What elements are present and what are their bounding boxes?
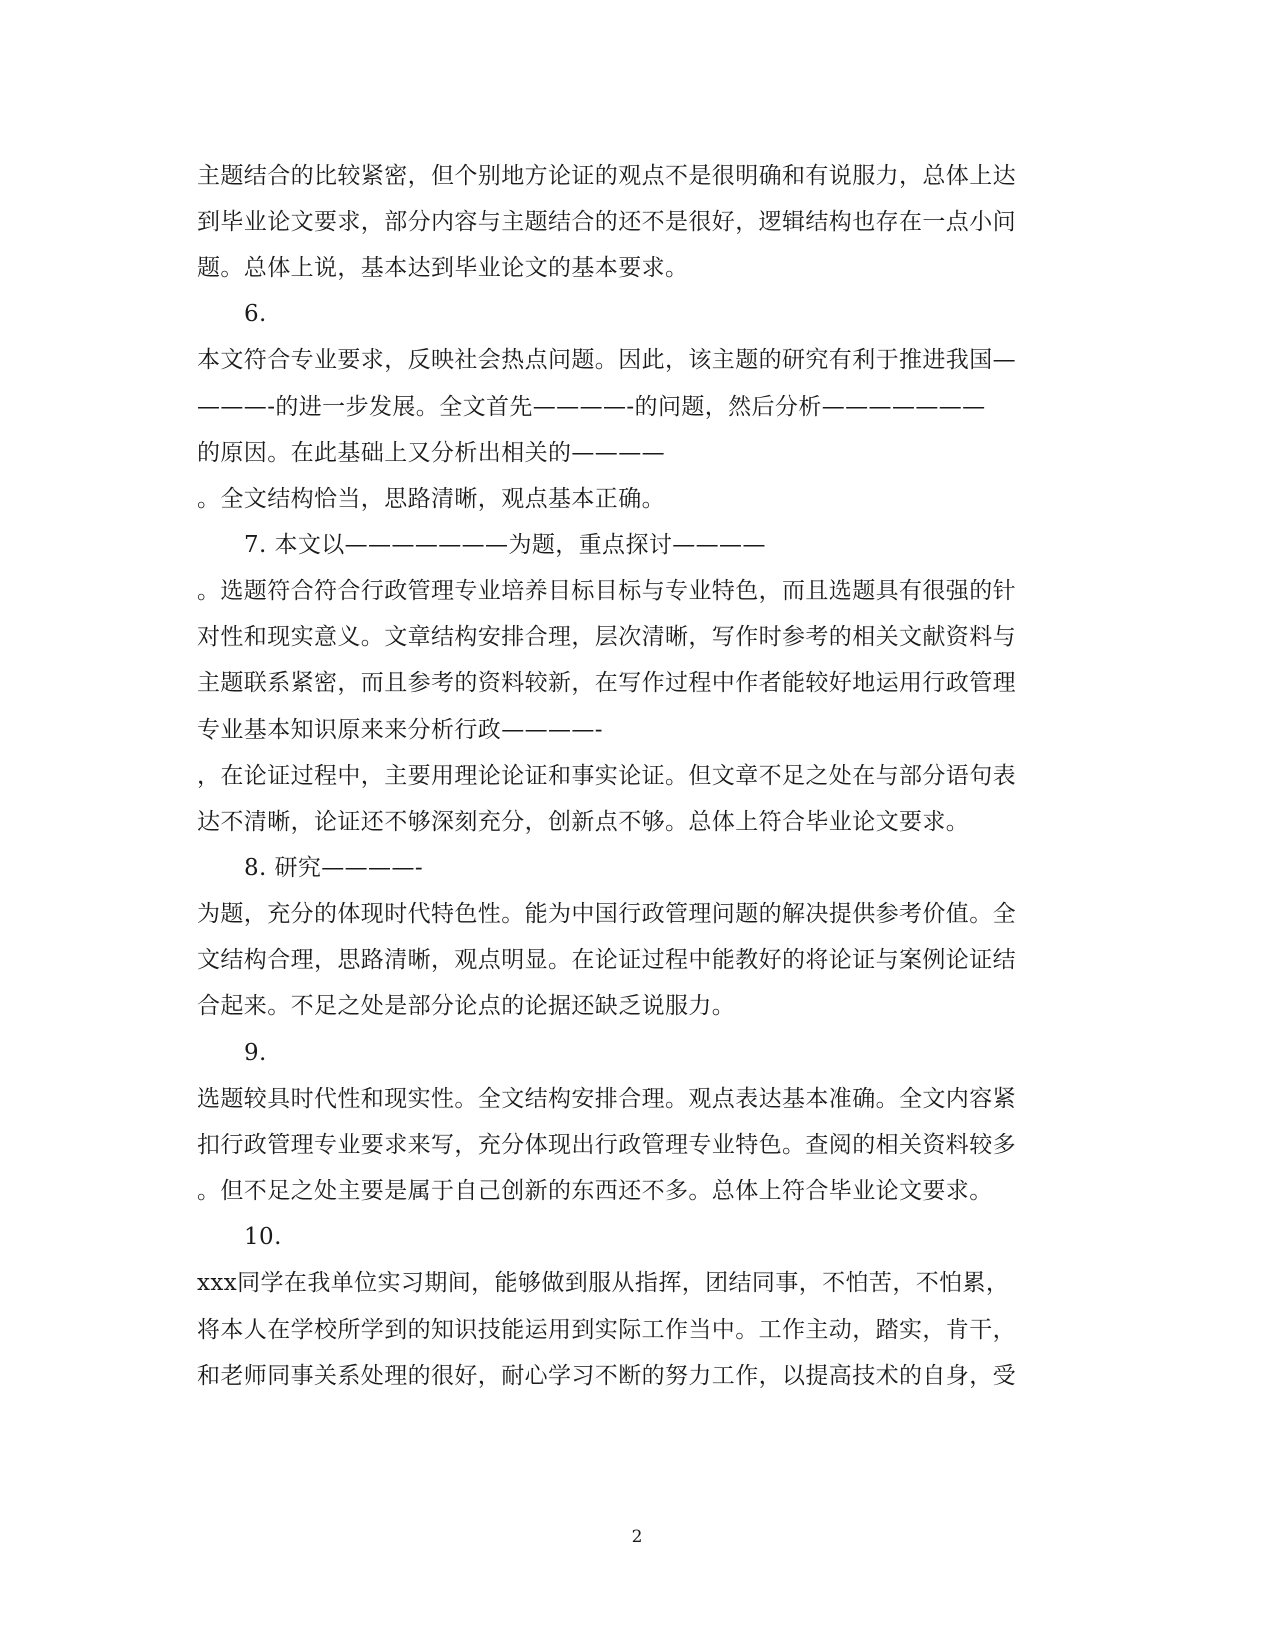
item-heading: 7. 本文以———————为题，重点探讨———— <box>244 532 766 558</box>
text-line: 和老师同事关系处理的很好，耐心学习不断的努力工作，以提高技术的自身，受 <box>197 1363 1016 1389</box>
page-number: 2 <box>631 1527 643 1547</box>
text-line: 。但不足之处主要是属于自己创新的东西还不多。总体上符合毕业论文要求。 <box>197 1178 993 1204</box>
text-line: 。选题符合符合行政管理专业培养目标目标与专业特色，而且选题具有很强的针 <box>197 578 1016 604</box>
text-line: 的原因。在此基础上又分析出相关的———— <box>197 440 665 466</box>
text-line: 本文符合专业要求，反映社会热点问题。因此，该主题的研究有利于推进我国— <box>197 347 1016 373</box>
text-line: 到毕业论文要求，部分内容与主题结合的还不是很好，逻辑结构也存在一点小问 <box>197 209 1016 235</box>
text-line: 题。总体上说，基本达到毕业论文的基本要求。 <box>197 255 689 281</box>
text-line: 文结构合理，思路清晰，观点明显。在论证过程中能教好的将论证与案例论证结 <box>197 947 1016 973</box>
text-line: xxx同学在我单位实习期间，能够做到服从指挥，团结同事，不怕苦，不怕累， <box>197 1270 1010 1296</box>
item-number: 6. <box>244 301 267 327</box>
text-line: 达不清晰，论证还不够深刻充分，创新点不够。总体上符合毕业论文要求。 <box>197 809 970 835</box>
text-line: 合起来。不足之处是部分论点的论据还缺乏说服力。 <box>197 993 736 1019</box>
text-line: 将本人在学校所学到的知识技能运用到实际工作当中。工作主动，踏实，肯干， <box>197 1317 1016 1343</box>
item-number: 9. <box>244 1040 267 1066</box>
text-line: 对性和现实意义。文章结构安排合理，层次清晰，写作时参考的相关文献资料与 <box>197 624 1016 650</box>
text-line: ，在论证过程中，主要用理论论证和事实论证。但文章不足之处在与部分语句表 <box>197 763 1016 789</box>
text-line: 专业基本知识原来来分析行政————- <box>197 717 603 743</box>
text-line: 。全文结构恰当，思路清晰，观点基本正确。 <box>197 486 665 512</box>
text-line: 主题联系紧密，而且参考的资料较新，在写作过程中作者能较好地运用行政管理 <box>197 670 1016 696</box>
text-line: 为题，充分的体现时代特色性。能为中国行政管理问题的解决提供参考价值。全 <box>197 901 1016 927</box>
text-line: 扣行政管理专业要求来写，充分体现出行政管理专业特色。查阅的相关资料较多 <box>197 1132 1016 1158</box>
item-heading: 8. 研究————- <box>244 855 424 881</box>
text-line: 选题较具时代性和现实性。全文结构安排合理。观点表达基本准确。全文内容紧 <box>197 1086 1016 1112</box>
text-line: ———-的进一步发展。全文首先————-的问题，然后分析——————— <box>197 394 986 420</box>
item-number: 10. <box>244 1224 282 1250</box>
text-line: 主题结合的比较紧密，但个别地方论证的观点不是很明确和有说服力，总体上达 <box>197 163 1016 189</box>
